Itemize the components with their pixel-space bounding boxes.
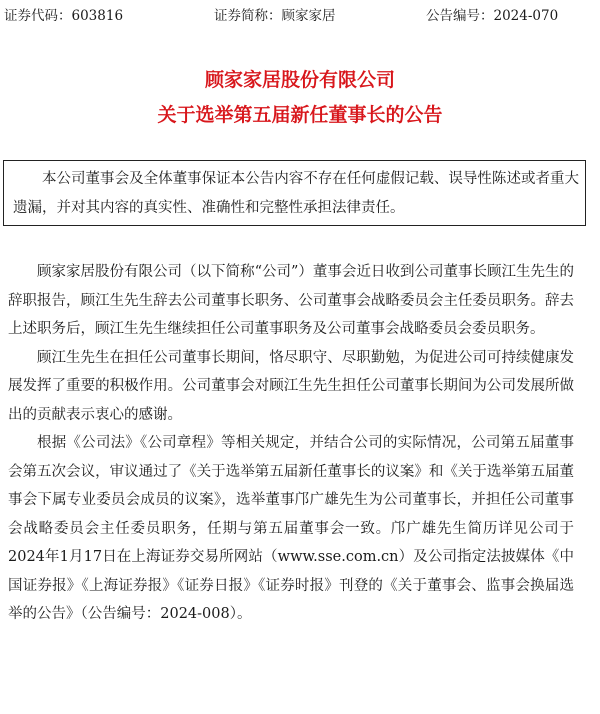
- announcement-header: [0, 6, 600, 26]
- body-paragraph-election: 根据《公司法》《公司章程》等相关规定，并结合公司的实际情况，公司第五届董事会第五次会议，审议通过了《关于选举第五届新任董事长的议案》和《关于选举第五届董事会下属专业委员会成员的议案》，选举董事邝广雄先生为公司董事长，并担任公司董事会战略委员会主任委员职务，任期与第五届董事会一致。邝广雄先生简历详见公司于2024年1月17日在上海证券交易所网站（www.sse.com.cn）及公司指定法披媒体《中国证券报》《上海证券报》《证券日报》《证券时报》刊登的《关于董事会、监事会换届选举的公告》（公告编号：2024-008）。: [8, 435, 574, 622]
- disclaimer-text: 本公司董事会及全体董事保证本公告内容不存在任何虚假记载、误导性陈述或者重大遗漏，并对其内容的真实性、准确性和完整性承担法律责任。: [13, 171, 579, 216]
- body-paragraph-thanks: 顾江生先生在担任公司董事长期间，恪尽职守、尽职勤勉，为促进公司可持续健康发展发挥了重要的积极作用。公司董事会对顾江生先生担任公司董事长期间为公司发展所做出的贡献表示衷心的感谢。: [8, 349, 574, 423]
- disclaimer-box: [3, 160, 586, 226]
- body-paragraph-resignation: 顾家家居股份有限公司（以下简称“公司”）董事会近日收到公司董事长顾江生先生的辞职报告，顾江生先生辞去公司董事长职务、公司董事会战略委员会主任委员职务。辞去上述职务后，顾江生先生继续担任公司董事职务及公司董事会战略委员会委员职务。: [8, 264, 574, 337]
- security-code: 证券代码：603816: [4, 8, 124, 24]
- announcement-body: [8, 258, 574, 629]
- security-name: 证券简称：顾家家居: [214, 8, 336, 24]
- announcement-subject: 关于选举第五届新任董事长的公告: [157, 104, 443, 126]
- announcement-number: 公告编号：2024-070: [426, 8, 559, 24]
- company-title: 顾家家居股份有限公司: [204, 69, 395, 91]
